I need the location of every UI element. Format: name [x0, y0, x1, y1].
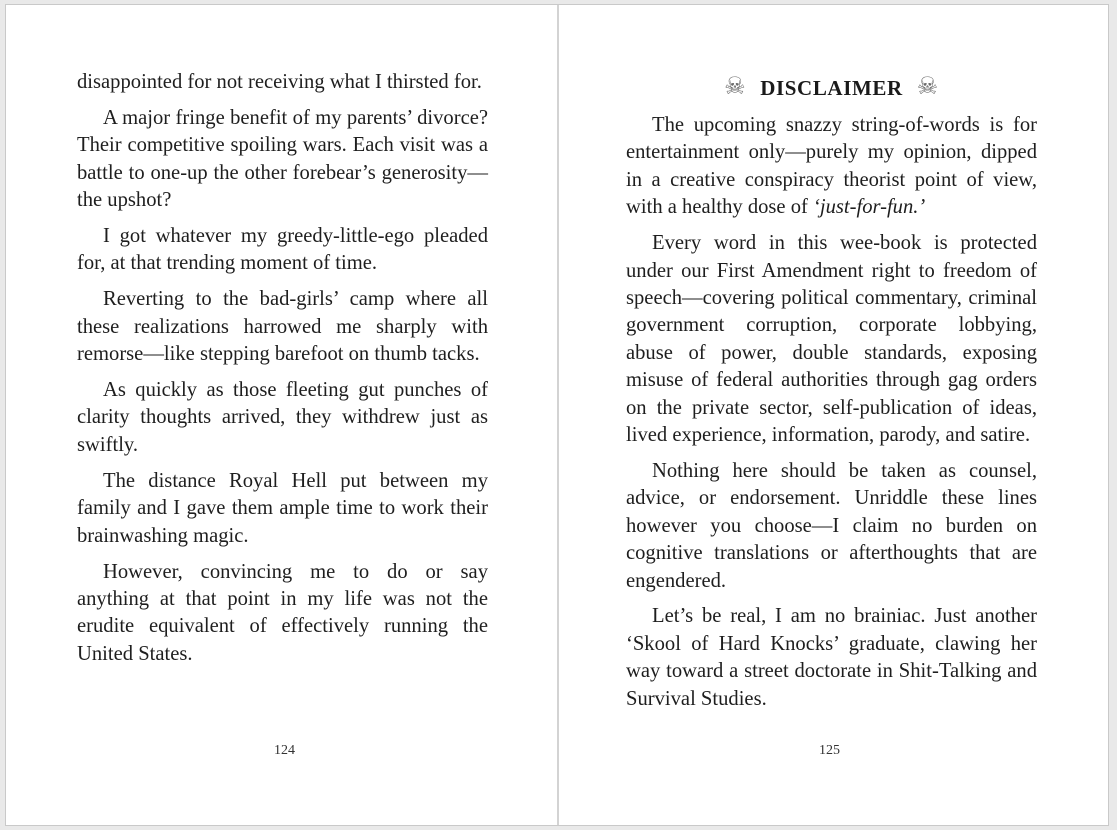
left-page: [6, 5, 557, 825]
page-number: 124: [274, 743, 295, 758]
paragraph: disappointed for not receiving what I thirsted for.: [77, 71, 482, 93]
left-page-text: [77, 69, 488, 677]
paragraph: The distance Royal Hell put between my family and I gave them ample time to work their brainwashing magic.: [77, 469, 488, 547]
page-number: 125: [819, 743, 840, 758]
right-page-text: [626, 69, 1037, 722]
skull-and-crossbones-icon: ☠: [724, 74, 747, 100]
right-page: [559, 5, 1110, 825]
paragraph-text: The upcoming snazzy string-of-words is for entertainment only—purely my opinion, dipped in a creative conspiracy theorist point of view, with a healthy dose of: [626, 114, 1037, 219]
paragraph: Nothing here should be taken as counsel, advice, or endorsement. Unriddle these lines however you choose—I claim no burden on cognitive translations or afterthoughts that are engendered.: [626, 459, 1037, 592]
paragraph: Let’s be real, I am no brainiac. Just another ‘Skool of Hard Knocks’ graduate, clawing her way toward a street doctorate in Shit-Talking and Survival Studies.: [626, 605, 1037, 710]
paragraph: I got whatever my greedy-little-ego pleaded for, at that trending moment of time.: [77, 225, 488, 275]
section-heading: [626, 69, 1037, 106]
heading-title: DISCLAIMER: [760, 76, 903, 100]
paragraph: Reverting to the bad-girls’ camp where all these realizations harrowed me sharply with remorse—like stepping barefoot on thumb tacks.: [77, 288, 488, 366]
paragraph: However, convincing me to do or say anything at that point in my life was not the erudite equivalent of effectively running the United States.: [77, 560, 488, 665]
book-spread: [5, 4, 1109, 826]
skull-and-crossbones-icon: ☠: [916, 74, 939, 100]
paragraph: [626, 112, 1037, 222]
paragraph: As quickly as those fleeting gut punches of clarity thoughts arrived, they withdrew just as swiftly.: [77, 379, 488, 456]
paragraph: Every word in this wee-book is protected under our First Amendment right to freedom of speech—covering political commentary, criminal government corruption, corporate lobbying, abuse of power, double standards, exposing misuse of federal authorities through gag orders on the private sector, self-publication of ideas, lived experience, information, parody, and satire.: [626, 232, 1037, 446]
paragraph: A major fringe benefit of my parents’ divorce? Their competitive spoiling wars. Each visit was a battle to one-up the other forebear’s generosity—the upshot?: [77, 106, 488, 212]
italic-phrase: ‘just-for-fun.’: [813, 196, 926, 219]
